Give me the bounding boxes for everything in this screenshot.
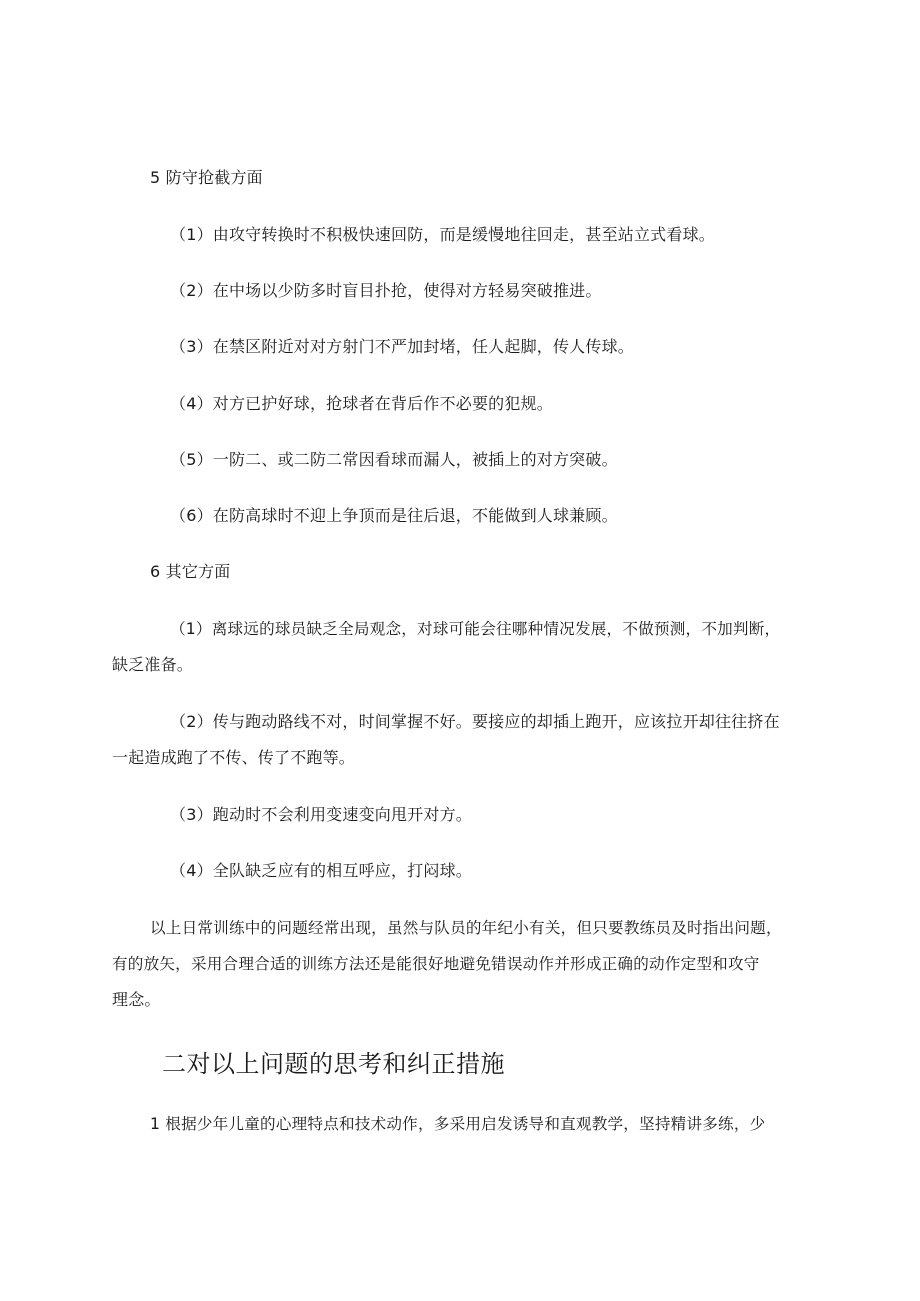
defense-item-3: （3）在禁区附近对对方射门不严加封堵，任人起脚，传人传球。 xyxy=(170,337,634,356)
other-item-3: （3）跑动时不会利用变速变向甩开对方。 xyxy=(170,805,472,824)
section-title-defense: 5 防守抢截方面 xyxy=(150,168,263,187)
other-item-2-line1: （2）传与跑动路线不对，时间掌握不好。要接应的却插上跑开，应该拉开却往往挤在 xyxy=(170,712,780,731)
summary-line1: 以上日常训练中的问题经常出现，虽然与队员的年纪小有关，但只要教练员及时指出问题， xyxy=(150,919,782,937)
summary-line2: 有的放矢，采用合理合适的训练方法还是能很好地避免错误动作并形成正确的动作定型和攻守 xyxy=(112,955,760,973)
defense-item-4: （4）对方已护好球，抢球者在背后作不必要的犯规。 xyxy=(170,394,553,413)
defense-item-2: （2）在中场以少防多时盲目扑抢，使得对方轻易突破推进。 xyxy=(170,281,602,300)
defense-item-5: （5）一防二、或二防二常因看球而漏人，被插上的对方突破。 xyxy=(170,450,618,469)
other-item-2-line2: 一起造成跑了不传、传了不跑等。 xyxy=(112,748,356,767)
section-title-other: 6 其它方面 xyxy=(150,562,231,581)
defense-item-6: （6）在防高球时不迎上争顶而是往后退，不能做到人球兼顾。 xyxy=(170,506,618,525)
part2-heading: 二对以上问题的思考和纠正措施 xyxy=(162,1050,505,1078)
summary-line3: 理念。 xyxy=(112,990,161,1009)
defense-item-1: （1）由攻守转换时不积极快速回防，而是缓慢地往回走，甚至站立式看球。 xyxy=(170,225,715,244)
other-item-1-line2: 缺乏准备。 xyxy=(112,655,194,674)
part2-item-1: 1 根据少年儿童的心理特点和技术动作，多采用启发诱导和直观教学，坚持精讲多练，少 xyxy=(150,1115,766,1133)
other-item-1-line1: （1）离球远的球员缺乏全局观念，对球可能会往哪种情况发展，不做预测，不加判断， xyxy=(170,620,781,638)
other-item-4: （4）全队缺乏应有的相互呼应，打闷球。 xyxy=(170,861,472,880)
